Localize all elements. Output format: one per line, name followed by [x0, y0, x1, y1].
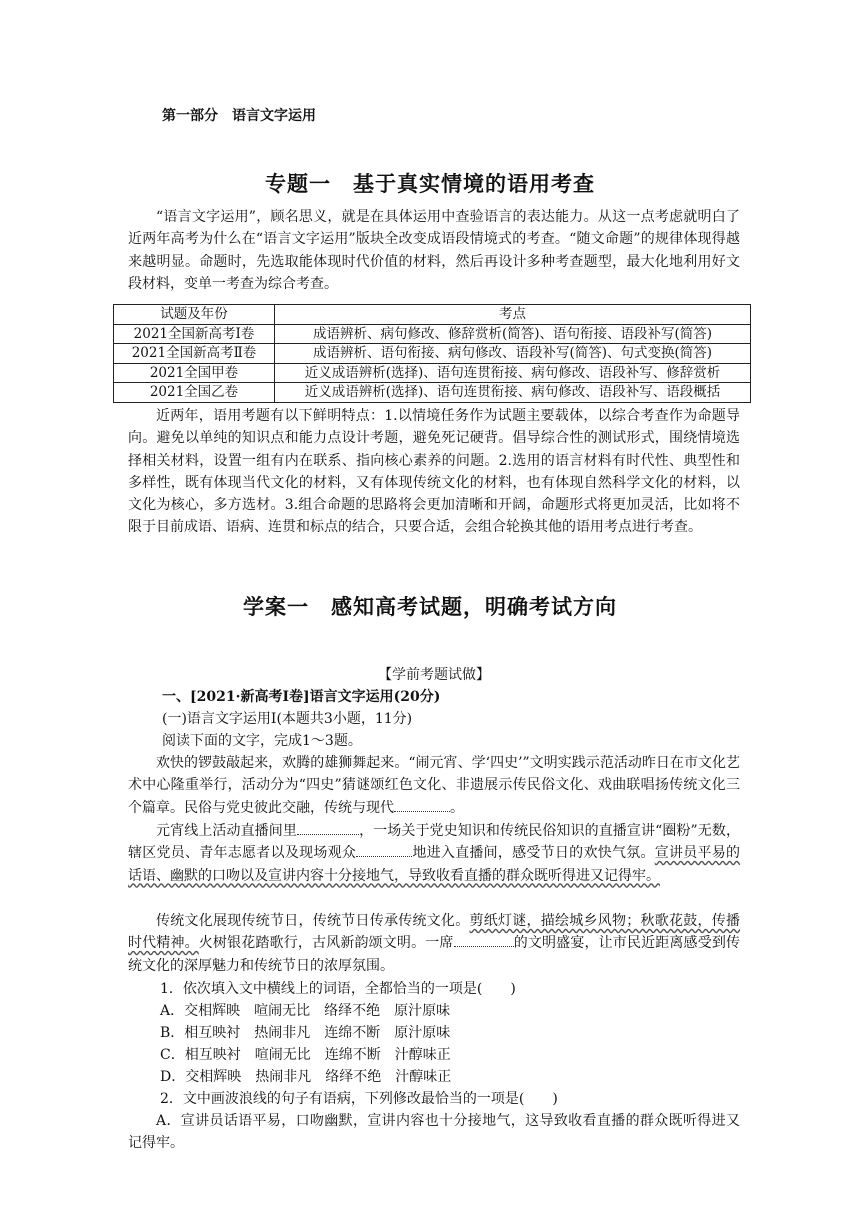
passage-text: 传统文化展现传统节日，传统节日传承传统文化。: [156, 913, 470, 929]
passage-text: 的文明盛宴，让市民近距离感受到传统文化的深厚魅力和传统节日的浓厚氛围。: [128, 935, 741, 974]
passage-text: ，一场关于党史知识和传统民俗知识的直播宣讲“圈粉”无数，辖区党员、青年志愿者以及现场观众: [128, 823, 740, 862]
table-row: [114, 383, 751, 403]
wavy-underlined-sentence: 剪纸灯谜，描绘城乡风物；秋歌花鼓，传播时代精神。: [128, 913, 740, 952]
instruction: 阅读下面的文字，完成1～3题。: [162, 733, 362, 749]
answer-blank[interactable]: [297, 820, 359, 835]
table-header: 考点: [275, 305, 751, 325]
table-cell: 成语辨析、病句修改、修辞赏析(简答)、语句衔接、语段补写(简答): [275, 324, 751, 344]
table-row: [114, 344, 751, 364]
q1-option-c[interactable]: C．相互映衬 喧闹无比 连绵不断 汁醇味正: [160, 1047, 451, 1063]
passage-text: 地进入直播间，感受节日的欢快气氛。: [412, 845, 655, 862]
table-cell: 2021全国新高考Ⅱ卷: [114, 344, 275, 364]
answer-blank[interactable]: [454, 932, 514, 947]
question-header: 一、[2021·新高考Ⅰ卷]语言文字运用(20分): [162, 689, 441, 705]
sub-header: (一)语言文字运用Ⅰ(本题共3小题，11分): [162, 711, 413, 727]
passage-text: 欢快的锣鼓敲起来，欢腾的雄狮舞起来。“闹元宵、学‘四史’”文明实践示范活动昨日在市文化艺术中心隆重举行，活动分为“四史”猜谜颂红色文化、非遗展示传民俗文化、戏曲联唱扬传统文化三个篇章。民俗与党史彼此交融，传统与现代: [128, 755, 740, 816]
table-cell: 2021全国甲卷: [114, 363, 275, 383]
answer-blank[interactable]: [394, 797, 450, 812]
passage-text: 火树银花踏歌行，古风新韵颂文明。一席: [198, 935, 454, 952]
table-cell: 2021全国新高考Ⅰ卷: [114, 324, 275, 344]
passage-paragraph-2: [128, 820, 740, 887]
table-cell: 近义成语辨析(选择)、语句连贯衔接、病句修改、语段补写、语段概括: [275, 383, 751, 403]
question-1-stem: 1．依次填入文中横线上的词语，全都恰当的一项是( ): [160, 981, 516, 997]
q2-option-a[interactable]: A．宣讲员话语平易，口吻幽默，宣讲内容也十分接地气，这导致收看直播的群众既听得进又记得牢。: [128, 1113, 740, 1152]
table-header-row: [114, 305, 751, 325]
passage-paragraph-3: [128, 910, 740, 977]
passage-paragraph-1: [128, 752, 740, 819]
passage-text: 元宵线上活动直播间里: [156, 823, 297, 839]
passage-text: 。: [450, 799, 464, 816]
table-cell: 近义成语辨析(选择)、语句连贯衔接、病句修改、语段补写、修辞赏析: [275, 363, 751, 383]
part-label: 第一部分 语言文字运用: [162, 108, 316, 124]
exam-table: [113, 304, 751, 403]
section-heading: 【学前考题试做】: [378, 667, 490, 683]
topic-title: 专题一 基于真实情境的语用考查: [265, 171, 595, 196]
table-row: [114, 363, 751, 383]
wavy-underlined-sentence: 宣讲员平易的话语、幽默的口吻以及宣讲内容十分接地气，导致收看直播的群众既听得进又记得牢。: [128, 845, 741, 884]
question-2-stem: 2．文中画波浪线的句子有语病，下列修改最恰当的一项是( ): [160, 1091, 558, 1107]
table-header: 试题及年份: [114, 305, 275, 325]
lesson-title: 学案一 感知高考试题，明确考试方向: [243, 594, 617, 619]
table-cell: 成语辨析、语句衔接、病句修改、语段补写(简答)、句式变换(简答): [275, 344, 751, 364]
q1-option-b[interactable]: B．相互映衬 热闹非凡 连绵不断 原汁原味: [160, 1025, 451, 1041]
answer-blank[interactable]: [356, 842, 412, 857]
table-cell: 2021全国乙卷: [114, 383, 275, 403]
q1-option-d[interactable]: D．交相辉映 热闹非凡 络绎不绝 汁醇味正: [160, 1069, 452, 1085]
q1-option-a[interactable]: A．交相辉映 喧闹无比 络绎不绝 原汁原味: [160, 1003, 451, 1019]
table-row: [114, 324, 751, 344]
features-paragraph: 近两年，语用考题有以下鲜明特点：1.以情境任务作为试题主要载体，以综合考查作为命题导向。避免以单纯的知识点和能力点设计考题，避免死记硬背。倡导综合性的测试形式，围绕情境选择相关材料，设置一组有内在联系、指向核心素养的问题。2.选用的语言材料有时代性、典型性和多样性，既有体现当代文化的材料，又有体现传统文化的材料，也有体现自然科学文化的材料，以文化为核心，多方选材。3.组合命题的思路将会更加清晰和开阔，命题形式将更加灵活，比如将不限于目前成语、语病、连贯和标点的结合，只要合适，会组合轮换其他的语用考点进行考查。: [128, 408, 740, 536]
intro-paragraph: “语言文字运用”，顾名思义，就是在具体运用中查验语言的表达能力。从这一点考虑就明白了近两年高考为什么在“语言文字运用”版块全改变成语段情境式的考查。“随文命题”的规律体现得越来越明显。命题时，先选取能体现时代价值的材料，然后再设计多种考查题型，最大化地利用好文段材料，变单一考查为综合考查。: [128, 209, 740, 292]
